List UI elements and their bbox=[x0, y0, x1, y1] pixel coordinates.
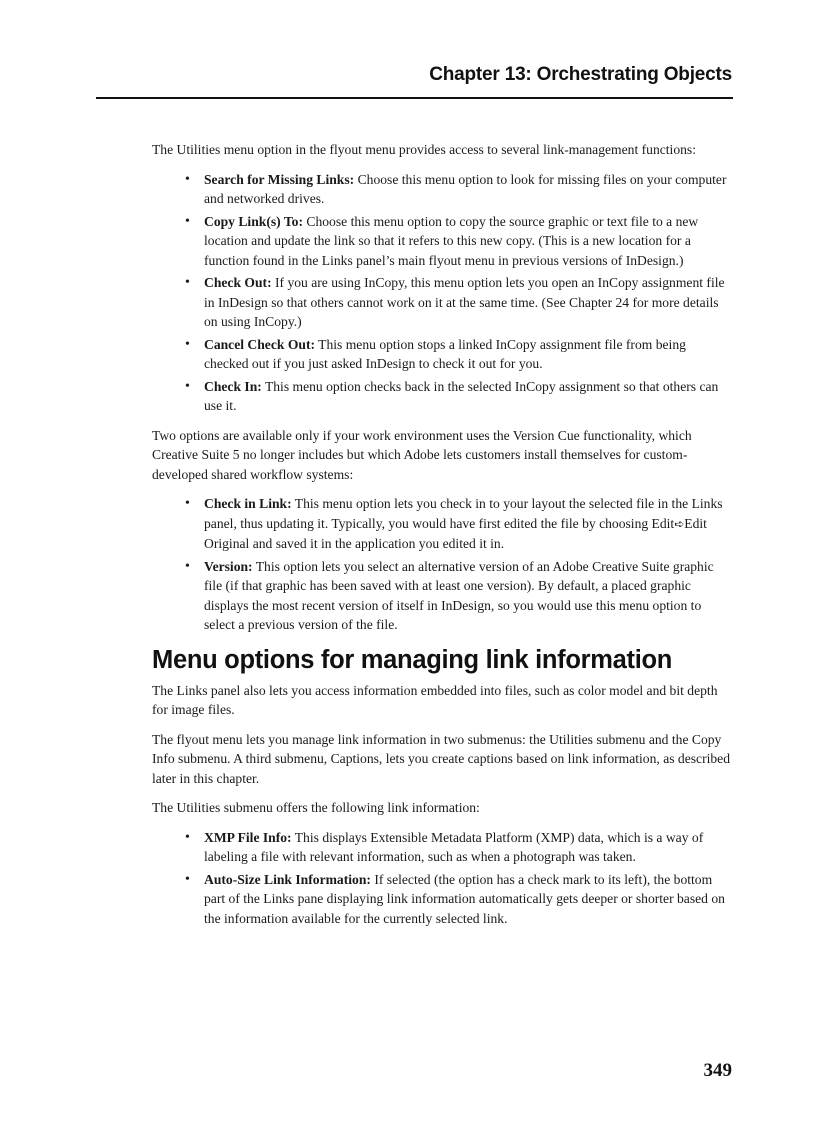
list-item bbox=[185, 870, 732, 929]
intro-paragraph: The Utilities menu option in the flyout menu provides access to several link-management functions: bbox=[152, 142, 696, 157]
item-term: Auto-Size Link Information: bbox=[204, 871, 371, 887]
page-number: 349 bbox=[703, 1060, 732, 1081]
body-paragraph: The Links panel also lets you access information embedded into files, such as color model and bit depth for image files. bbox=[152, 682, 718, 717]
bullet-icon: • bbox=[185, 558, 190, 574]
utilities-list bbox=[152, 170, 732, 416]
item-term: Check in Link: bbox=[204, 496, 292, 511]
header-rule bbox=[96, 97, 733, 99]
bullet-icon: • bbox=[185, 336, 190, 352]
list-item bbox=[185, 170, 732, 209]
bullet-icon: • bbox=[185, 871, 190, 887]
list-item bbox=[185, 212, 732, 271]
item-text: This menu option checks back in the selected InCopy assignment so that others can use it. bbox=[204, 378, 719, 413]
item-term: Check In: bbox=[204, 378, 262, 394]
bullet-icon: • bbox=[185, 275, 190, 290]
bullet-icon: • bbox=[185, 829, 190, 845]
item-text-continued: Edit Original and saved it in the application you edited it in. bbox=[204, 515, 707, 551]
list-item bbox=[185, 828, 732, 867]
item-term: Search for Missing Links: bbox=[204, 171, 355, 187]
item-term: Check Out: bbox=[204, 275, 272, 290]
item-term: Cancel Check Out: bbox=[204, 336, 316, 352]
item-text: This menu option stops a linked InCopy assignment file from being checked out if you just asked InDesign to check it out for you. bbox=[204, 336, 686, 371]
item-text: If selected (the option has a check mark to its left), the bottom part of the Links pane displaying link information automatically gets deeper or shorter based on the information available for the currently selected link. bbox=[204, 871, 725, 926]
list-item bbox=[185, 494, 732, 554]
section-heading: Menu options for managing link information bbox=[152, 645, 673, 674]
version-cue-paragraph: Two options are available only if your work environment uses the Version Cue functionality, which Creative Suite 5 no longer includes but which Adobe lets customers install themselves for custom-developed shared workflow systems: bbox=[152, 427, 692, 482]
menu-arrow-icon: ➪ bbox=[674, 516, 685, 531]
item-term: XMP File Info: bbox=[204, 829, 292, 845]
item-text: This option lets you select an alternative version of an Adobe Creative Suite graphic file (if that graphic has been saved with at least one version). By default, a placed graphic displays the most recent version of itself in InDesign, so you would use this menu option to select a previous version of the file. bbox=[204, 558, 714, 632]
link-info-list bbox=[152, 828, 732, 929]
body-paragraph: The Utilities submenu offers the following link information: bbox=[152, 800, 480, 815]
item-text: This displays Extensible Metadata Platform (XMP) data, which is a way of labeling a file with relevant information, such as when a photograph was taken. bbox=[204, 829, 704, 864]
bullet-icon: • bbox=[185, 378, 190, 394]
item-term: Version: bbox=[204, 558, 253, 574]
bullet-icon: • bbox=[185, 213, 190, 229]
list-item bbox=[185, 273, 732, 332]
running-head: Chapter 13: Orchestrating Objects bbox=[429, 64, 732, 85]
list-item bbox=[185, 557, 732, 635]
item-text: If you are using InCopy, this menu option lets you open an InCopy assignment file in InDesign so that others cannot work on it at the same time. (See Chapter 24 for more details on using InCopy.) bbox=[204, 275, 725, 329]
item-text: This menu option lets you check in to your layout the selected file in the Links panel, thus updating it. Typically, you would have first edited the file by choosing Edit bbox=[204, 496, 723, 531]
body-paragraph: The flyout menu lets you manage link information in two submenus: the Utilities submenu and the Copy Info submenu. A third submenu, Captions, lets you create captions based on link information, as described later in this chapter. bbox=[152, 731, 730, 786]
version-cue-list bbox=[152, 494, 732, 635]
page-body bbox=[152, 140, 732, 938]
list-item bbox=[185, 335, 732, 374]
item-text: Choose this menu option to look for missing files on your computer and networked drives. bbox=[204, 171, 727, 206]
item-term: Copy Link(s) To: bbox=[204, 213, 303, 229]
bullet-icon: • bbox=[185, 496, 190, 511]
item-text: Choose this menu option to copy the source graphic or text file to a new location and update the link so that it refers to this new copy. (This is a new location for a function found in the Links panel’s main flyout menu in previous versions of InDesign.) bbox=[204, 213, 699, 268]
bullet-icon: • bbox=[185, 171, 190, 187]
list-item bbox=[185, 377, 732, 416]
